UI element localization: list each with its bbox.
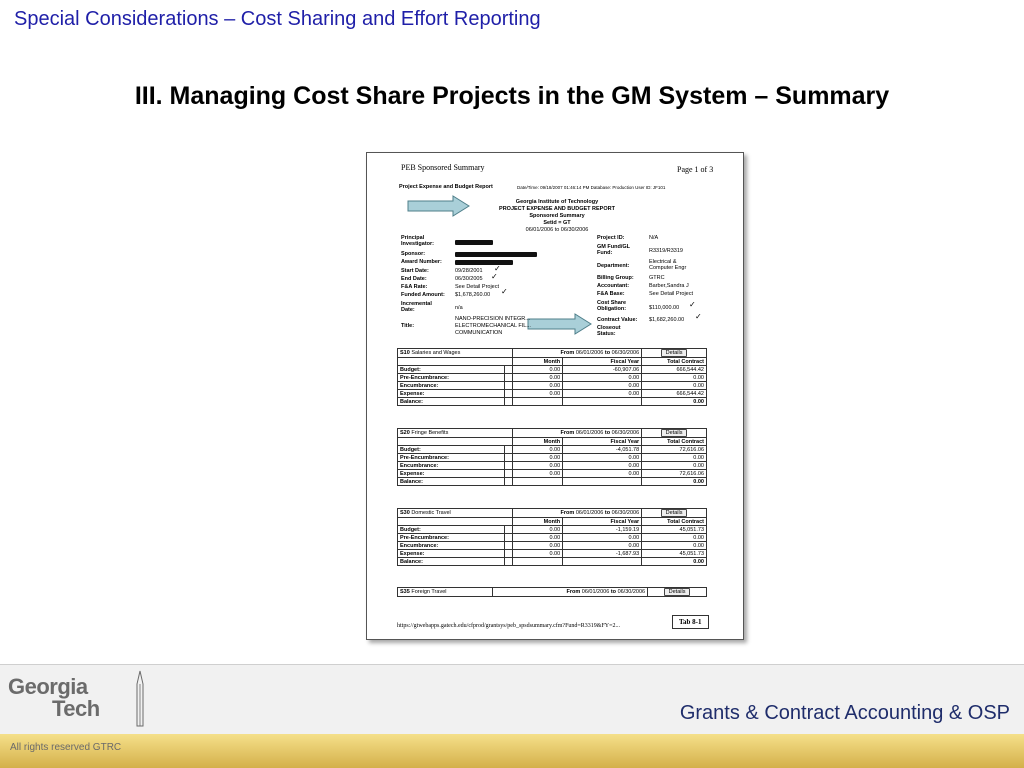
field-value: $110,000.00 [649,305,680,311]
field-value: R3319/R3319 [649,248,683,254]
field-value: See Detail Project [649,291,694,297]
field-value: $1,678,260.00 [455,292,491,298]
doc-page-indicator: Page 1 of 3 [677,165,714,174]
table-row: Budget: 0.00 -1,159.19 45,051.73 [398,526,707,534]
arrow-icon [407,195,471,217]
doc-report-header: Project Expense and Budget Report [399,184,493,190]
details-button[interactable]: Details [661,349,688,357]
checkmark-icon: ✓ [695,312,702,321]
field-label: Department: [597,263,630,269]
field-value: GTRC [649,275,665,281]
redaction-bar [455,252,537,257]
field-label: Sponsor: [401,251,426,257]
table-row: Expense: 0.00 0.00 666,544.42 [398,390,707,398]
doc-report-meta: Date/Time: 09/18/2007 01:46:14 PM Database: Production User ID: JF101 [517,185,666,190]
georgia-tech-logo [8,676,100,720]
doc-url: https://gtwebapps.gatech.edu/cfprod/grantsys/peb_spsdsummary.cfm?Fund=R3319&FY=2... [397,623,621,629]
budget-section-table: S20 Fringe Benefits From 06/01/2006 to 06/30/2006 Details Month Fiscal Year Total Contract Budget: 0.00 -4,051.78 72,616.06 Pre-Encumbrance: 0.00 0.00 0.00 Encumbrance: 0.00 0.00 0.00 Expense: 0.00 0.00 72,616.06 Balance: 0.00 [397,428,707,486]
field-value: N/A [649,235,659,241]
section-date-range: From 06/01/2006 to 06/30/2006 [512,429,641,438]
budget-section-table: S10 Salaries and Wages From 06/01/2006 to 06/30/2006 Details Month Fiscal Year Total Contract Budget: 0.00 -60,907.06 666,544.42 Pre-Encumbrance: 0.00 0.00 0.00 Encumbrance: 0.00 0.00 0.00 Expense: 0.00 0.00 666,544.42 Balance: 0.00 [397,348,707,406]
checkmark-icon: ✓ [689,300,696,309]
details-button[interactable]: Details [664,588,691,596]
table-row: Pre-Encumbrance: 0.00 0.00 0.00 [398,454,707,462]
table-row: Budget: 0.00 -60,907.06 666,544.42 [398,366,707,374]
field-value: 09/28/2001 [455,268,483,274]
table-row: Encumbrance: 0.00 0.00 0.00 [398,382,707,390]
field-label: Contract Value: [597,317,638,323]
section-date-range: From 06/01/2006 to 06/30/2006 [493,588,648,597]
redaction-bar [455,240,493,245]
logo-line-1: Georgia [8,674,88,699]
center-line: Setid = GT [543,220,571,226]
table-row: Balance: 0.00 [398,398,707,406]
field-label: GM Fund/GL Fund: [597,244,630,256]
field-label: Start Date: [401,268,429,274]
slide-title: III. Managing Cost Share Projects in the GM System – Summary [134,82,890,110]
logo-line-2: Tech [52,696,100,721]
field-value: NANO-PRECISION INTEGR... ELECTROMECHANICAL FIL... COMMUNICATION [455,316,531,336]
details-cell [642,349,707,358]
field-value: See Detail Project [455,284,500,290]
field-value: n/a [455,305,463,311]
section-heading: S30 Domestic Travel [398,509,513,518]
checkmark-icon: ✓ [501,287,508,296]
field-label: F&A Rate: [401,284,428,290]
table-row: Expense: 0.00 -1,687.93 45,051.73 [398,550,707,558]
footer-org-text: Grants & Contract Accounting & OSP [679,702,1010,724]
details-button[interactable]: Details [661,509,688,517]
section-date-range: From 06/01/2006 to 06/30/2006 [512,509,641,518]
table-row: Balance: 0.00 [398,478,707,486]
doc-window-title: PEB Sponsored Summary [401,163,485,172]
field-label: End Date: [401,276,427,282]
center-line: PROJECT EXPENSE AND BUDGET REPORT [499,206,615,212]
scanned-report [366,152,744,640]
copyright-text: All rights reserved GTRC [10,742,122,753]
details-cell [642,429,707,438]
gold-bar [0,734,1024,768]
field-label: Funded Amount: [401,292,445,298]
section-heading: S35 Foreign Travel [398,588,493,597]
table-row: Pre-Encumbrance: 0.00 0.00 0.00 [398,374,707,382]
slide-header: Special Considerations – Cost Sharing and Effort Reporting [14,8,541,30]
checkmark-icon: ✓ [491,272,498,281]
table-row: Budget: 0.00 -4,051.78 72,616.06 [398,446,707,454]
section-date-range: From 06/01/2006 to 06/30/2006 [512,349,641,358]
section-heading: S10 Salaries and Wages [398,349,513,358]
field-label: Title: [401,323,415,329]
field-label: Principal Investigator: [401,235,435,247]
details-cell [642,509,707,518]
field-label: Cost Share Obligation: [597,300,627,312]
arrow-icon [527,313,593,335]
field-value: $1,682,260.00 [649,317,685,323]
center-line: Sponsored Summary [529,213,585,219]
details-button[interactable]: Details [661,429,688,437]
tab-label: Tab 8-1 [672,615,709,629]
center-line: 06/01/2006 to 06/30/2006 [525,227,589,233]
field-value: Electrical & Computer Engr [649,259,687,271]
field-label: Project ID: [597,235,625,241]
doc-center-block [467,199,647,234]
field-label: Accountant: [597,283,630,289]
field-label: Closeout Status: [597,325,621,337]
budget-section-table: S30 Domestic Travel From 06/01/2006 to 06/30/2006 Details Month Fiscal Year Total Contract Budget: 0.00 -1,159.19 45,051.73 Pre-Encumbrance: 0.00 0.00 0.00 Encumbrance: 0.00 0.00 0.00 Expense: 0.00 -1,687.93 45,051.73 Balance: 0.00 [397,508,707,566]
budget-section-table [397,587,707,597]
details-cell [648,588,707,597]
table-row: Balance: 0.00 [398,558,707,566]
field-value: Barber,Sandra J [649,283,689,289]
center-line: Georgia Institute of Technology [515,199,599,205]
field-label: Billing Group: [597,275,634,281]
field-label: Award Number: [401,259,442,265]
tower-icon [130,670,150,728]
field-label: F&A Base: [597,291,625,297]
checkmark-icon: ✓ [494,264,501,273]
field-value: 06/30/2005 [455,276,483,282]
table-row: Pre-Encumbrance: 0.00 0.00 0.00 [398,534,707,542]
section-heading: S20 Fringe Benefits [398,429,513,438]
table-row: Encumbrance: 0.00 0.00 0.00 [398,462,707,470]
table-row: Expense: 0.00 0.00 72,616.06 [398,470,707,478]
table-row: Encumbrance: 0.00 0.00 0.00 [398,542,707,550]
redaction-bar [455,260,513,265]
field-label: Incremental Date: [401,301,432,313]
